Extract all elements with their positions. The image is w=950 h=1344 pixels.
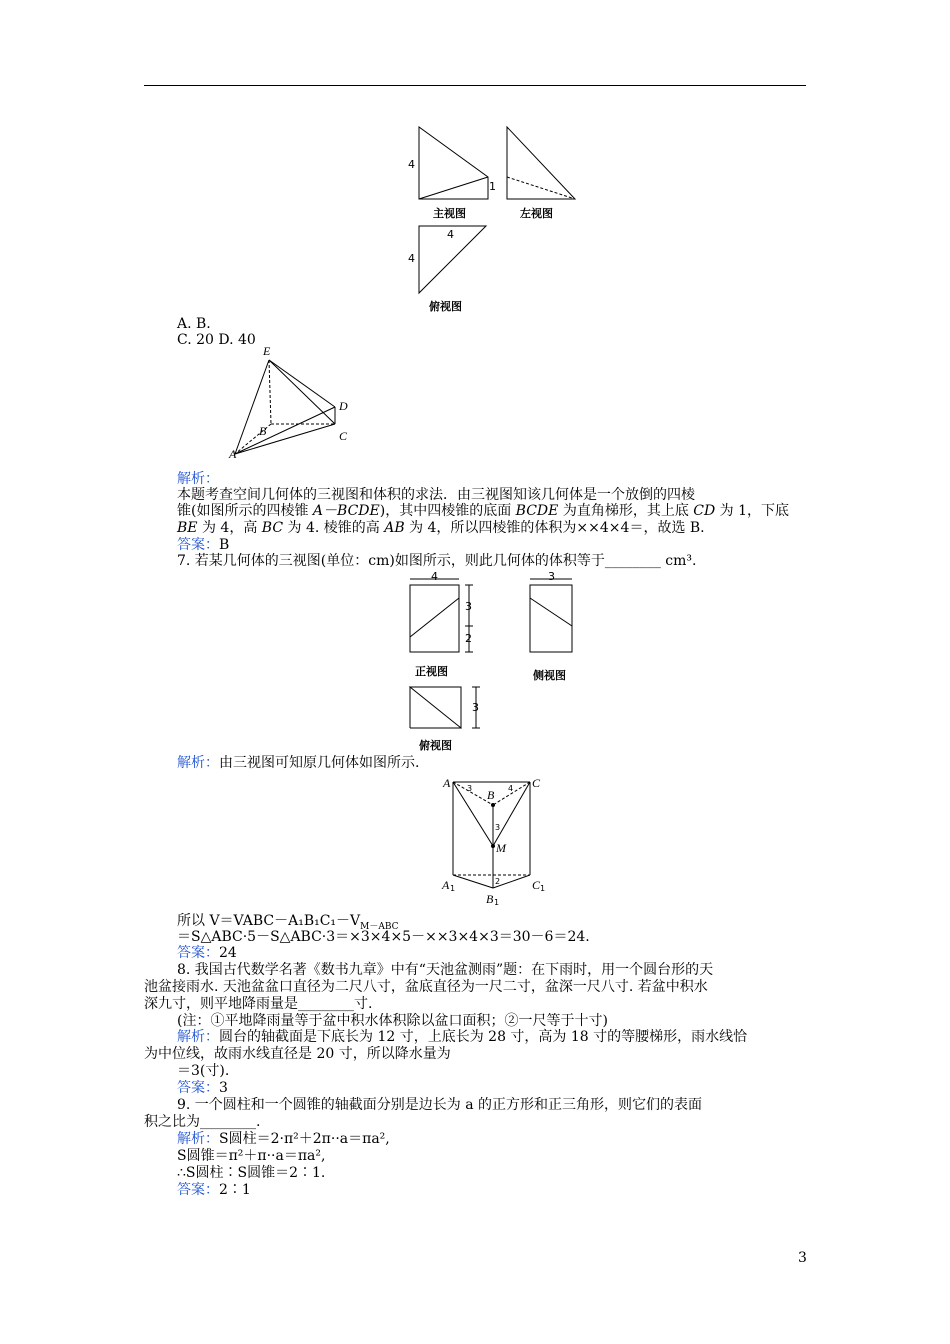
solid-vertex-c: C [532,776,541,790]
vertex-b: B [259,424,267,438]
q6-analysis-label: 解析： [177,471,219,487]
front-height-label: 4 [408,158,415,171]
vertex-a: A [229,447,237,461]
q8-note: (注：①平地降雨量等于盆中积水体积除以盆口面积；②一尺等于十寸) [177,1013,608,1029]
edge-label-4: 4 [508,784,514,793]
q6-options-cd: C. 20 D. 40 [177,332,256,348]
pyramid-figure [225,342,355,460]
q8-answer: 答案：3 [177,1080,228,1096]
solid-vertex-b1-sub: 1 [494,898,500,907]
q8-stem-line3: 深九寸，则平地降雨量是________寸. [144,996,373,1012]
top-height-dim: 3 [472,701,479,714]
q7-analysis: 解析：由三视图可知原几何体如图所示. [177,755,420,771]
q8-analysis-line3: ＝3(寸). [177,1063,230,1079]
q9-stem-line2: 积之比为________. [144,1114,261,1130]
q7-volume-line1: 所以 $V=VABC-A_1B_1C_1-V_{M-ABC}$ [177,913,399,932]
top-width-label: 4 [447,228,454,241]
edge-label-3b: 3 [495,823,501,832]
q7-answer: 答案：24 [177,945,237,961]
three-view-figure-7 [395,569,595,754]
solid-vertex-a: A [443,776,451,790]
front-step-label: 1 [489,180,496,193]
front-height-dim-3: 3 [465,600,472,613]
left-view-label: 左视图 [520,207,553,220]
front-view-label: 正视图 [415,665,448,678]
q6-analysis-line1: 本题考查空间几何体的三视图和体积的求法．由三视图知该几何体是一个放倒的四棱 [177,487,695,503]
solid-vertex-c1: C [532,878,541,892]
q9-stem-line1: 9. 一个圆柱和一个圆锥的轴截面分别是边长为 a 的正方形和正三角形，则它们的表面 [177,1097,703,1113]
vertex-e: E [263,344,271,358]
edge-label-3a: 3 [467,784,473,793]
vertex-c: C [339,429,348,443]
three-view-figure-1 [395,122,595,317]
side-view-label: 侧视图 [533,669,566,682]
q7-volume-line2: ＝S△ABC·5－S△ABC·3＝×3×4×5－××3×4×3＝30－6＝24. [177,929,590,945]
side-width-dim: 3 [548,570,555,583]
top-view-label: 俯视图 [429,300,462,313]
solid-vertex-a1-sub: 1 [450,884,456,893]
solid-vertex-a1: A [442,878,450,892]
solid-vertex-b: B [487,788,495,802]
solid-vertex-b1: B [486,892,494,906]
solid-vertex-c1-sub: 1 [540,884,546,893]
q8-analysis-line2: 为中位线，故雨水线直径是 20 寸，所以降水量为 [144,1046,451,1062]
front-width-dim: 4 [431,570,438,583]
edge-label-2: 2 [495,877,501,886]
q9-analysis-line2: S圆锥＝π²＋π··a＝πa², [177,1148,326,1164]
q9-analysis-line1: 解析：S圆柱＝2·π²＋2π··a＝πa², [177,1131,390,1147]
q8-stem-line2: 池盆接雨水. 天池盆盆口直径为二尺八寸，盆底直径为一尺二寸，盆深一尺八寸. 若盆中积水 [144,979,708,995]
q9-analysis-line3: ∴S圆柱∶S圆锥＝2∶1. [177,1165,326,1181]
solid-vertex-m: M [496,841,506,855]
front-view-label: 主视图 [433,207,466,220]
vertex-d: D [339,399,348,413]
q6-analysis-line2: 锥(如图所示的四棱锥 A－BCDE)，其中四棱锥的底面 BCDE 为直角梯形，其上底 CD 为 1，下底 [177,503,790,519]
q9-answer: 答案：2∶1 [177,1182,251,1198]
q6-analysis-line3: BE 为 4，高 BC 为 4. 棱锥的高 AB 为 4，所以四棱锥的体积为××4×4＝，故选 B. [177,520,705,536]
q7-stem: 7. 若某几何体的三视图(单位：cm)如图所示，则此几何体的体积等于________ cm³. [177,553,697,569]
q6-answer: 答案：B [177,537,230,553]
prism-solid-figure [440,773,550,910]
q8-stem-line1: 8. 我国古代数学名著《数书九章》中有“天池盆测雨”题：在下雨时，用一个圆台形的天 [177,962,714,978]
front-height-dim-2: 2 [465,632,472,645]
page-number: 3 [798,1250,807,1266]
top-height-label: 4 [408,252,415,265]
top-view-label: 俯视图 [419,739,452,752]
q6-options-ab: A. B. [177,316,211,332]
q8-analysis-line1: 解析：圆台的轴截面是下底长为 12 寸，上底长为 28 寸，高为 18 寸的等腰梯形，雨水线恰 [177,1029,748,1045]
header-rule [144,85,806,86]
